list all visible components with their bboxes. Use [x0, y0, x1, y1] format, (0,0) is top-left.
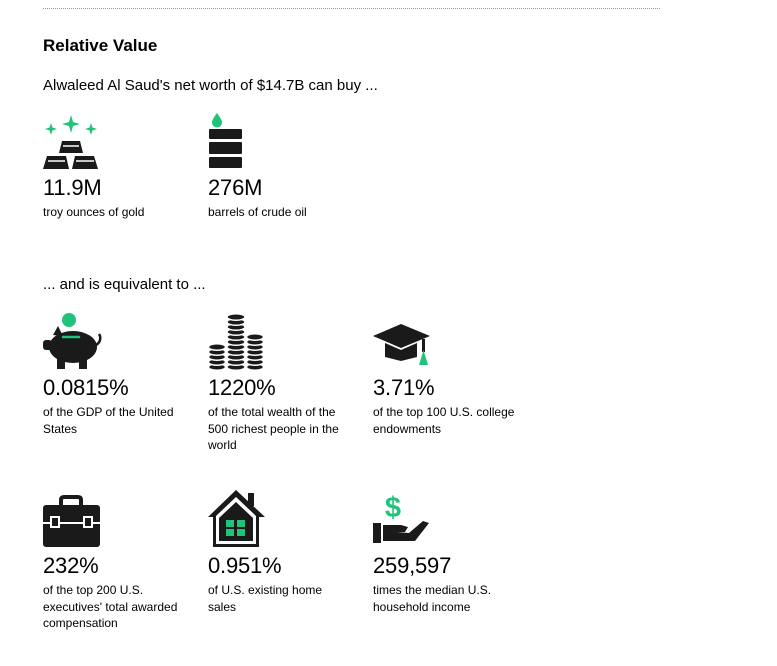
description: troy ounces of gold [43, 205, 145, 219]
value: 259,597 [373, 553, 452, 578]
svg-text:$: $ [384, 492, 402, 524]
tile-executives [43, 490, 188, 632]
description: of the total wealth of the 500 richest people in the world [208, 405, 339, 452]
tile-gold [43, 112, 188, 221]
tile-wealth [208, 312, 353, 454]
description: of the top 200 U.S. executives' total awarded compensation [43, 583, 178, 630]
hand-money-icon [373, 490, 433, 550]
oil-barrel-icon [208, 112, 268, 172]
buy-intro: Alwaleed Al Saud's net worth of $14.7B can buy ... [43, 77, 378, 94]
tile-gdp [43, 312, 188, 437]
description: of the top 100 U.S. college endowments [373, 405, 515, 436]
description: of U.S. existing home sales [208, 583, 323, 614]
value: 1220% [208, 375, 276, 400]
gold-bars-icon [43, 112, 103, 172]
section-title: Relative Value [43, 36, 158, 55]
piggy-bank-icon [43, 312, 103, 372]
tile-endowments [373, 312, 518, 437]
description: of the GDP of the United States [43, 405, 174, 436]
house-icon [208, 490, 268, 550]
value: 3.71% [373, 375, 435, 400]
graduation-cap-icon [373, 312, 433, 372]
briefcase-icon [43, 490, 103, 550]
tile-home-sales [208, 490, 353, 615]
section-divider [43, 8, 660, 9]
description: barrels of crude oil [208, 205, 307, 219]
coin-stacks-icon [208, 312, 268, 372]
equiv-intro: ... and is equivalent to ... [43, 276, 206, 293]
tile-oil [208, 112, 353, 221]
tile-household-income [373, 490, 518, 615]
value: 0.0815% [43, 375, 129, 400]
description: times the median U.S. household income [373, 583, 492, 614]
value: 11.9M [43, 175, 102, 200]
value: 232% [43, 553, 99, 578]
value: 276M [208, 175, 263, 200]
value: 0.951% [208, 553, 282, 578]
